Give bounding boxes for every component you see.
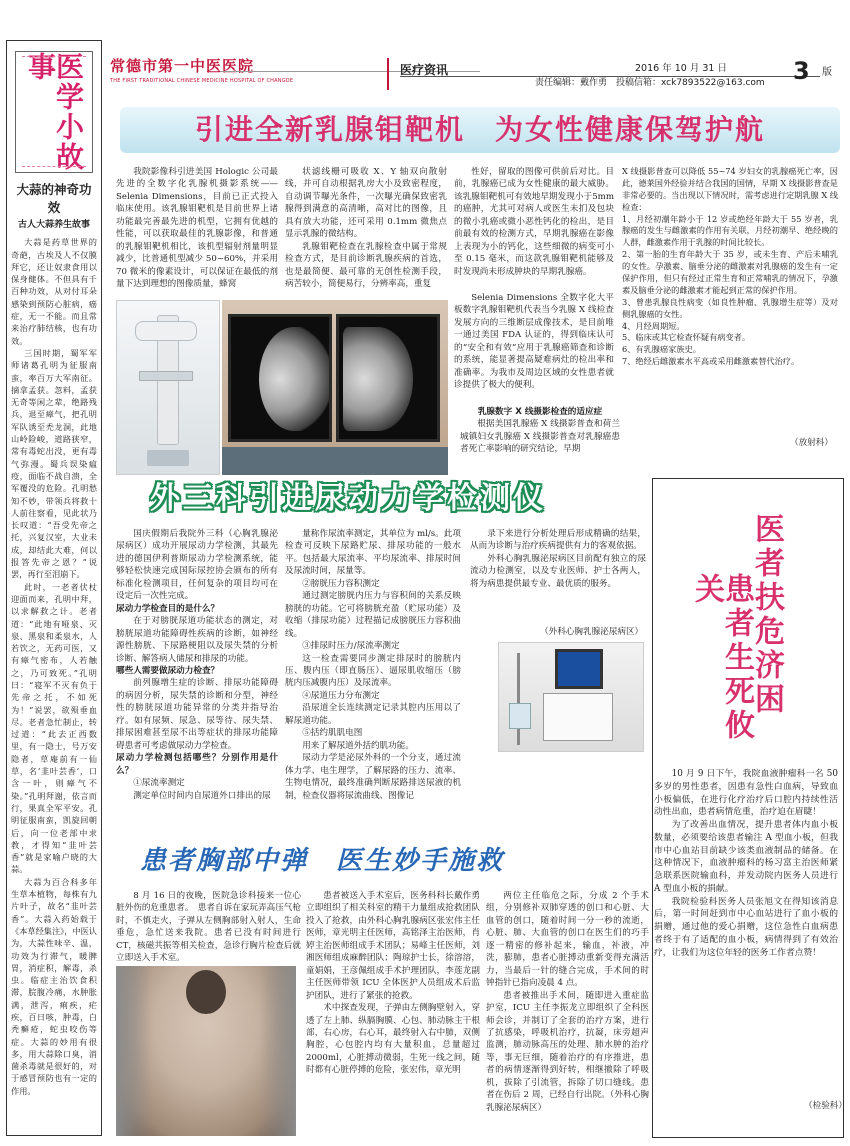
article1-list-item: 3、曾患乳腺良性病变（如良性肿瘤、乳腺增生症等）及对侧乳腺癌的女性。 <box>622 296 838 319</box>
article1-list-item: 5、临床或其它检查怀疑有病变者。 <box>622 332 751 343</box>
article3-paragraph: 患者被送入手术室后，医务科科长戴作勇立即组织了相关科室的精干力量组成抢救团队投入了抢救，由外科心胸乳腺病区张宏伟主任医师，章光明主任医师，高铭泽主治医师，肖婷主治医师组成手术团队；易峰主任医师，刘湘医师组成麻醉团队；陶琼护士长，徐溶溶，童娟娟，王彦佩组成手术护理团队，李莲龙副主任医师带领 ICU 全体医护人员组成术后监护团队，进行了紧张的抢救。 <box>306 891 480 1001</box>
article1-paragraph: 我院影像科引进美国 Hologic 公司最先进的全数字化乳腺机摄影系统——Selenia Dimensions，目前已正式投入临床使用。该乳腺钼靶机是目前世界上诸功能最完善最先进的机型，它拥有优越的性能，可以获取最佳的乳腺影像，和普通的乳腺钼靶机相比，该机型辐射剂量明显减少，比普通机型减少 50~60%，并采用 70 微米的像素设计，可以保证在最低的剂量下达到理想的图像质量，蜂窝 <box>116 167 278 290</box>
article2-paragraph: ②膀胱压力容积测定 <box>302 578 380 589</box>
patient-head <box>186 970 226 1014</box>
article1-list-item: X 线摄影普查可以降低 55~74 岁妇女的乳腺癌死亡率，因此，德莱国外经验并结合我国的国情，早期 X 线摄影普查是非常必要的。当出现以下情况时，需考虑进行定期乳腺 X 线检查： <box>622 166 838 212</box>
right-title-right: 医者扶危济困 <box>749 513 784 717</box>
left-column-title: 医学小故事 <box>24 52 85 172</box>
monitor-desk <box>222 447 448 475</box>
article1-column-4 <box>622 166 838 368</box>
article3-title-banner <box>140 842 610 882</box>
page-header <box>110 52 844 98</box>
left-sidebar-column <box>6 40 102 1136</box>
patient-chest-photo <box>116 966 296 1136</box>
left-article-body <box>11 236 97 1097</box>
right-title-left: 患者生死攸关 <box>689 573 754 743</box>
machine-plate <box>139 371 193 381</box>
article1-paragraph: Selenia Dimensions 全数字化大平板数字乳腺钼靶机代表当今乳腺 X 线检查发展方向的三维断层成像技术，是目前唯一通过美国 FDA 认证的，得到临床认可的“安全和有效”应用于乳腺癌筛查和诊断的系统，能显著提高疑难病灶的检出率和准确率。为我市及周边区域的女性患者就诊提供了极大的便利。 <box>454 293 614 391</box>
article3-title: 患者胸部中弹 医生妙手施救 <box>140 846 505 877</box>
left-article-title: 大蒜的神奇功效 <box>16 182 92 216</box>
article1-paragraph: 乳腺钼靶检查在乳腺检查中属于常规检查方式，是目前诊断乳腺疾病的首选，也是最简便、最可靠的无创性检测手段，病苦较小，简便易行，分辨率高，重复 <box>285 241 447 290</box>
editor-info: 责任编辑：戴作勇 投稿信箱：xck7893522@163.com <box>535 78 765 88</box>
right-paragraph: 我院检验科医务人员张旭文在得知该消息后，第一时间赶到市中心血站进行了血小板的捐赠，通过他的爱心捐赠，这位急性白血病患者终于有了适配的血小板，病情得到了有效治疗，让我们为这位年轻的医务工作者点赞！ <box>654 896 838 958</box>
article2-author: （外科心胸乳腺泌尿病区） <box>540 627 644 637</box>
article2-paragraph: 尿动力学是泌尿外科的一个分支，通过流体力学、电生理学，了解尿路的压力、流率、生物电情况，最终准确判断尿路排送尿液的机制，检查仪器将尿流曲线、图像记 <box>285 753 461 801</box>
article1-title: 引进全新乳腺钼靶机 为女性健康保驾护航 <box>194 112 765 146</box>
right-story-title <box>677 513 827 753</box>
left-paragraph: 大蒜为百合科多年生草本植物，每株有九片叶子，故名“韭叶芸香”。大蒜入药始载于《本草经集注》，中医认为，大蒜性味辛、温，功效为行滞气，暖脾胃，消症积，解毒，杀虫。临症主治饮食积滞，脘腹冷痛，水肿胀满，泄泻，痢疾，疟疾，百日咳，肿毒，白秃癣疮，蛇虫咬伤等症。大蒜的妙用有很多，用大蒜除口臭，消菌杀毒就是很好的，对于感冒预防也有一定的作用。 <box>11 876 97 1096</box>
urodynamic-device-photo <box>498 642 644 752</box>
article1-title-banner <box>120 107 840 153</box>
machine-head <box>135 321 197 341</box>
device-sensor-box <box>509 703 531 729</box>
article2-paragraph: 录下来进行分析处理后形成精确的结果，从而为诊断与治疗疾病提供有力的客观依据。 <box>470 529 646 552</box>
left-paragraph: 此时，一老者伏杖迎面而来，孔明中拜，以求解救之计。老者道：“此地有哑泉、灭泉、黑泉和柔泉水，人若饮之，无药可医，又有瘴气密布，人若触之，乃可致死。”孔明曰：“寝军不灭有负于先帝之托，不如死为！”说罢，欲殒垂血尽。老者急忙制止，转过道：“此去正西数里，有一隐士，号万安隐者，草庵前有一仙草，名‘韭叶芸香’，口含一叶，则瘴气不染。”孔明拜谢，依言而行，果真全军平安。孔明征服南蛮，凯旋回朝后，向一位老部中求教，才得知“韭叶芸香”就是家喻户晓的大蒜。 <box>11 581 97 875</box>
article2-paragraph: 通过测定膀胱内压力与容积间的关系反映膀胱的功能。它可将膀胱充盈（贮尿功能）及收缩（排尿功能）过程描记成膀胱压力容积曲线。 <box>285 591 461 639</box>
article1-list-item: 1、月经初潮年龄小于 12 岁或绝经年龄大于 55 岁者，乳腺癌的发生与雌激素的作用有关联，月经初潮早、绝经晚的人群，雌激素作用于乳腺的时间比较长。 <box>622 213 838 248</box>
article2-paragraph: 沿尿道全长连续测定记录其腔内压用以了解尿道功能。 <box>285 703 461 726</box>
article2-paragraph: 在于对膀胱尿道功能状态的测定，对膀胱尿道功能障碍性疾病的诊断，如神经源性膀胱、下尿路梗阻以及尿失禁的分析诊断、解答病人储尿和排尿的功能。 <box>116 616 278 664</box>
right-story-body <box>650 768 842 959</box>
right-story-author: （检验科） <box>804 1101 847 1111</box>
right-paragraph: 10 月 9 日下午，我院血液肿瘤科一名 50 多岁的男性患者，因患有急性白血病，导致血小板偏低，在进行化疗治疗后口腔内持续性活动性出血，患者病情危重，治疗迫在眉睫！ <box>654 769 838 818</box>
article2-paragraph: ①尿流率测定 <box>133 778 185 789</box>
issue-date: 2016 年 10 月 31 日 <box>635 63 727 74</box>
article2-column-2 <box>285 528 461 802</box>
article3-column-2 <box>306 890 480 1077</box>
article2-subheading: 尿动力学检查目的是什么？ <box>116 603 220 614</box>
article3-column-3 <box>486 890 649 1114</box>
article2-paragraph: 外科心胸乳腺泌尿病区目前配有独立的尿流动力检测室，以及专业医师、护士各两人，将为病患提供最专业、最优质的服务。 <box>470 553 646 589</box>
article2-subheading: 尿动力学检测包括哪些？分别作用是什么？ <box>116 753 278 776</box>
device-cart <box>543 693 613 741</box>
article2-paragraph: ⑤括约肌肌电图 <box>302 728 363 739</box>
left-paragraph: 三国时期，蜀军军师诸葛孔明为征服南蛮，率百万大军南征。摘拿孟获。忽料，孟获无奇等闲之辈，绝路残兵，退至瘴气，把孔明军队诱至禿龙洞，此地山岭险峻，道路狭窄，常有毒蛇出没，更有毒气弥漫。蜀兵误染瘟疫，面临不战自溃，全军覆没的危险。孔明愁知不妙，带领兵将救十人前往察看，见此状乃长叹道：“吾受先帝之托，兴复汉室，大业未成，却结此大难，何以报答先帝之恩？”说罢，再行至泪崩下。 <box>11 347 97 580</box>
monitor-left <box>228 314 332 442</box>
article1-column-1 <box>116 166 278 291</box>
article3-paragraph: 术中探查发现，子弹由左侧胸壁射入，穿透了左上肺、纵膈胸膜、心包、肺动脉主干根部，右心房，右心耳，最终射入右中肺，双侧胸腔，心包腔内均有大量积血，总量超过 2000ml，心脏搏动微弱，生死一线之间，随时都有心脏停搏的危险，张宏伟，章光明 <box>306 1003 480 1076</box>
article1-list-item: 2、第一胎的生育年龄大于 35 岁，或未生育、产后未哺乳的女性。孕激素、脑垂分泌的雌激素对乳腺癌的发生有一定保护作用，但只有经过正常生育和正常哺乳的情况下，孕激素及脑垂分泌的雌激素才能起到正常的保护作用。 <box>622 249 838 295</box>
masthead-english-name: THE FIRST TRADITIONAL CHINESE MEDICINE HOSPITAL OF CHANGDE <box>110 77 294 84</box>
article2-paragraph: 量称作尿流率测定，其单位为 ml/s。此项检查可反映下尿路贮尿、排尿功能的一般水平。包括最大尿流率、平均尿流率、排尿时间及尿流时间，尿量等。 <box>285 529 461 577</box>
article1-column-3b <box>454 292 614 392</box>
header-divider <box>387 58 389 90</box>
left-paragraph: 大蒜是药草世界的奇葩，古埃及人不仅膜拜它，还让奴隶食用以保身健体。不但具有千百种功效，从对付耳朵感染到预防心脏病，癌症，无一不能。而且常来治疗肺结核，也有功效。 <box>11 237 97 346</box>
article1-paragraph: 性好，留取的图像可供前后对比。目前，乳腺癌已成为女性健康的最大威胁。该乳腺钼靶机可有效地早期发现小于5mm 的癌肿，尤其可对病人或医生未扪及包块的微小乳癌或微小恶性钙化的检出，是目前最有效的检测方式，早期乳腺癌在影像上表现为小的钙化，这些细微的病变可小至 0.15 毫米，而这款乳腺钼靶机能够及时发现尚未形成肿块的早期乳腺癌。 <box>454 167 614 277</box>
article2-paragraph: 国庆假期后我院外三科（心胸乳腺泌尿病区）成功开展尿动力学检测，其最先进的德国伊利普斯尿动力学检测系统，能够轻松快速完成国际尿控协会颁布的所有标准化检测项目，任何复杂的项目均可在设定后一次性完成。 <box>116 529 278 602</box>
monitor-right <box>336 314 440 442</box>
device-monitor <box>555 649 603 689</box>
mammogram-image-left <box>259 327 329 431</box>
section-name: 医疗资讯 <box>400 63 449 77</box>
masthead-name: 常德市第一中医医院 <box>110 57 255 75</box>
page-label: 版 <box>822 67 832 78</box>
article1-column-2 <box>285 166 447 291</box>
article1-sidebar-note <box>460 406 620 456</box>
article1-list-item: 7、绝经后雌激素水平高或采用雌激素替代治疗。 <box>622 356 800 367</box>
device-pole <box>517 653 520 745</box>
article1-note-text: 根据美国乳腺癌 X 线摄影普查和荷兰城镇妇女乳腺癌 X 线摄影普查对乳腺癌患者死亡率影响的研究结论，早期 <box>460 419 620 455</box>
article1-list-item: 4、月经周期短。 <box>622 320 685 331</box>
left-column-header-box <box>15 51 93 173</box>
mammogram-image-right <box>343 327 413 431</box>
article2-column-1 <box>116 528 278 802</box>
article2-paragraph: ③排尿时压力/尿流率测定 <box>302 641 400 652</box>
article2-paragraph: 这一检查需要同步测定排尿时的膀胱内压、腹内压（即直肠压）、逼尿肌收缩压（膀胱内压减腹内压）及尿流率。 <box>285 653 461 689</box>
article2-subheading: 哪些人需要做尿动力检查？ <box>116 665 220 676</box>
left-article-subtitle: 古人大蒜养生故事 <box>17 220 90 231</box>
article3-column-1 <box>116 890 301 965</box>
article2-paragraph: ④尿道压力分布测定 <box>302 690 380 701</box>
article3-paragraph: 两位主任临危之际，分成 2 个手术组，分别修补双肺穿透的创口和心脏、大血管的创口，随着时间一分一秒的流逝，心脏、肺、大血管的创口在医生们的巧手逐一精密的修补起来，输血，补液，冲洗，膨肺，患者心脏搏动重新变得充满活力，当最后一针的缝合完成，手术间的时钟指针已指向凌晨 4 点。 <box>486 891 649 989</box>
right-paragraph: 为了改善出血情况，提升患者体内血小板数量，必须要给该患者输注 A 型血小板，但我市中心血站目前缺少该类血液制品的储备。在这种情况下，血液肿瘤科的杨习富主治医师紧急联系医院输血科，并发动院内医务人员进行 A 型血小板的捐献。 <box>654 820 838 894</box>
article1-author: （放射科） <box>790 438 833 448</box>
article2-title: 外三科引进尿动力学检测仪 <box>150 481 546 517</box>
machine-base <box>147 450 189 466</box>
article3-paragraph: 患者被推出手术间，随即进入重症监护室，ICU 主任李振龙立即组织了全科医师会诊，并制订了全套的治疗方案，进行了抗感染，呼吸机治疗，抗凝，床旁超声监测，肺动脉高压的处理、肺水肿的治疗等，事无巨细，随着治疗的有序推进，患者的病情逐渐得到好转，相继撤除了呼吸机，拔除了引流管，拆除了切口缝线。患者在伤后 2 周，已经自行出院。（外科心胸乳腺泌尿病区） <box>486 990 649 1113</box>
article2-column-3 <box>470 528 646 590</box>
article1-list-item: 6、有乳腺癌家族史。 <box>622 344 701 355</box>
article3-paragraph: 8 月 16 日的夜晚，医院急诊科接来一位心脏外伤的危重患者。 患者自诉在家玩弄高压气枪时，不慎走火，子弹从左侧胸部射入射人，生命垂危，急忙送来我院。患者已没有时间进行 CT，核磁共振等相关检查，急诊行胸片检查后就立即送入手术室。 <box>116 891 301 964</box>
article1-paragraph: 状滤线栅可吸收 X、Y 轴双向散射线，并可自动根据乳房大小及致密程度，自动调节曝光条件，一次曝光确保致密乳腺得到满意的高清晰，高对比的图像，且具有放大功能，还可采用 0.1mm 微焦点显示乳腺的微结构。 <box>285 167 447 240</box>
mammography-machine-photo <box>116 300 220 475</box>
article1-note-title: 乳腺数字 X 线摄影检查的适应症 <box>477 407 603 417</box>
article2-paragraph: 前列腺增生症的诊断、排尿功能障碍的病因分析，尿失禁的诊断和分型，神经性的膀胱尿道功能异常的分类并指导治疗。如有尿频、尿急、尿等待、尿失禁、排尿困难甚至尿不出等症状的排尿功能障碍患者可考虑做尿动力学检查。 <box>116 678 278 751</box>
page-number: 3 <box>793 57 810 85</box>
article1-column-3 <box>454 166 614 278</box>
mammogram-monitors-photo <box>222 300 448 475</box>
article2-paragraph: 测定单位时间内自尿道外口排出的尿 <box>133 790 271 801</box>
article2-title-banner <box>150 478 620 520</box>
article2-paragraph: 用来了解尿道外括约肌功能。 <box>302 740 414 751</box>
